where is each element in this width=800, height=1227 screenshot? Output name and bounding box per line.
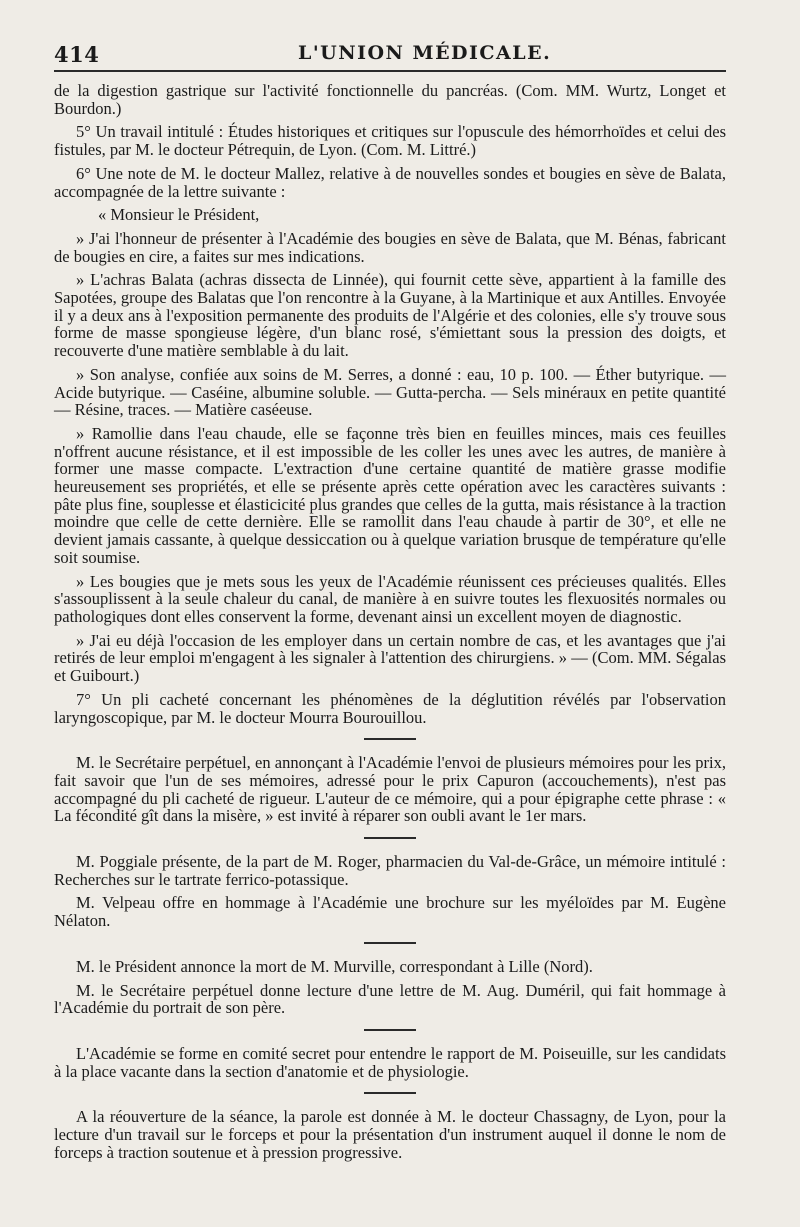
paragraph: M. le Secrétaire perpétuel, en annonçant à l'Académie l'envoi de plusieurs mémoires pour les prix, fait savoir que l'un de ses mémoires, adressé pour le prix Capuron (accouchements), n'est pas accompagné du pli cacheté de rigueur. L'auteur de ce mémoire, qui a pour épigraphe cette phrase : « La fécondité gît dans la misère, » est invité à réparer son oubli avant le 1er mars. <box>54 753 726 826</box>
paragraph: « Monsieur le Président, <box>98 205 260 225</box>
paragraph: » L'achras Balata (achras dissecta de Linnée), qui fournit cette sève, appartient à la famille des Sapotées, groupe des Balatas que l'on rencontre à la Guyane, à la Martinique et aux Antilles. Envoyée il y a deux ans à l'exposition permanente des produits de l'Algérie et des colonies, elle s'y trouve sous forme de masse spongieuse légère, d'un blanc rosé, s'émiettant sous la pression des doigts, et recouverte d'une matière semblable à du lait. <box>54 270 726 361</box>
paragraph: M. le Président annonce la mort de M. Murville, correspondant à Lille (Nord). <box>76 956 593 976</box>
paragraph: A la réouverture de la séance, la parole est donnée à M. le docteur Chassagny, de Lyon, pour la lecture d'un travail sur le forceps et pour la présentation d'un instrument auquel il donne le nom de forceps à traction soutenue et à pression progressive. <box>54 1107 726 1162</box>
paragraph: » J'ai l'honneur de présenter à l'Académie des bougies en sève de Balata, que M. Bénas, fabricant de bougies en cire, a faites sur mes indications. <box>54 228 726 266</box>
paragraph: 5° Un travail intitulé : Études historiques et critiques sur l'opuscule des hémorrhoïdes et celui des fistules, par M. le docteur Pétrequin, de Lyon. (Com. M. Littré.) <box>54 122 726 160</box>
running-title: L'UNION MÉDICALE. <box>298 42 552 64</box>
paragraph: de la digestion gastrique sur l'activité fonctionnelle du pancréas. (Com. MM. Wurtz, Longet et Bourdon.) <box>54 81 726 118</box>
section-divider <box>364 942 416 944</box>
section-divider <box>364 738 416 740</box>
paragraph: L'Académie se forme en comité secret pour entendre le rapport de M. Poiseuille, sur les candidats à la place vacante dans la section d'anatomie et de physiologie. <box>54 1043 726 1081</box>
paragraph: » J'ai eu déjà l'occasion de les employer dans un certain nombre de cas, et les avantages que j'ai retirés de leur emploi m'engagent à les signaler à l'attention des chirurgiens. » — (Com. MM. Ségalas et Guibourt.) <box>54 630 726 686</box>
page-header <box>54 30 726 72</box>
body-text <box>54 82 726 1161</box>
section-divider <box>364 1092 416 1094</box>
paragraph: M. Poggiale présente, de la part de M. Roger, pharmacien du Val-de-Grâce, un mémoire intitulé : Recherches sur le tartrate ferrico-potassique. <box>54 852 726 889</box>
paragraph: M. le Secrétaire perpétuel donne lecture d'une lettre de M. Aug. Duméril, qui fait hommage à l'Académie du portrait de son père. <box>54 980 726 1018</box>
paragraph: » Ramollie dans l'eau chaude, elle se façonne très bien en feuilles minces, mais ces feuilles n'offrent aucune résistance, et il est impossible de les coller les unes avec les autres, de manière à former une masse compacte. L'extraction d'une certaine quantité de matière grasse modifie heureusement ses propriétés, et elle se présente après cette opération avec les caractères suivants : pâte plus fine, souplesse et élasticicité plus grandes que celles de la gutta, mais résistance à la traction moindre que celle de cette dernière. Elle se ramollit dans l'eau chaude à partir de 30°, et elle ne devient jamais cassante, à quelque dessiccation ou à quelque variation brusque de température qu'elle soit soumise. <box>54 423 726 567</box>
paragraph: 7° Un pli cacheté concernant les phénomènes de la déglutition révélés par l'observation laryngoscopique, par M. le docteur Mourra Bourouillou. <box>54 689 726 727</box>
page-number: 414 <box>54 42 100 67</box>
paragraph: » Les bougies que je mets sous les yeux de l'Académie réunissent ces précieuses qualités. Elles s'assouplissent à la seule chaleur du canal, de manière à en suivre toutes les flexuosités normales ou pathologiques dont elles conservent la forme, devenant ainsi un excellent moyen de diagnostic. <box>54 571 726 626</box>
section-divider <box>364 1029 416 1031</box>
section-divider <box>364 837 416 839</box>
paragraph: M. Velpeau offre en hommage à l'Académie une brochure sur les myéloïdes par M. Eugène Nélaton. <box>54 893 726 931</box>
paragraph: » Son analyse, confiée aux soins de M. Serres, a donné : eau, 10 p. 100. — Éther butyrique. — Acide butyrique. — Caséine, albumine soluble. — Gutta-percha. — Sels minéraux en petite quantité — Résine, traces. — Matière caséeuse. <box>54 364 726 420</box>
paragraph: 6° Une note de M. le docteur Mallez, relative à de nouvelles sondes et bougies en sève de Balata, accompagnée de la lettre suivante : <box>54 163 726 201</box>
